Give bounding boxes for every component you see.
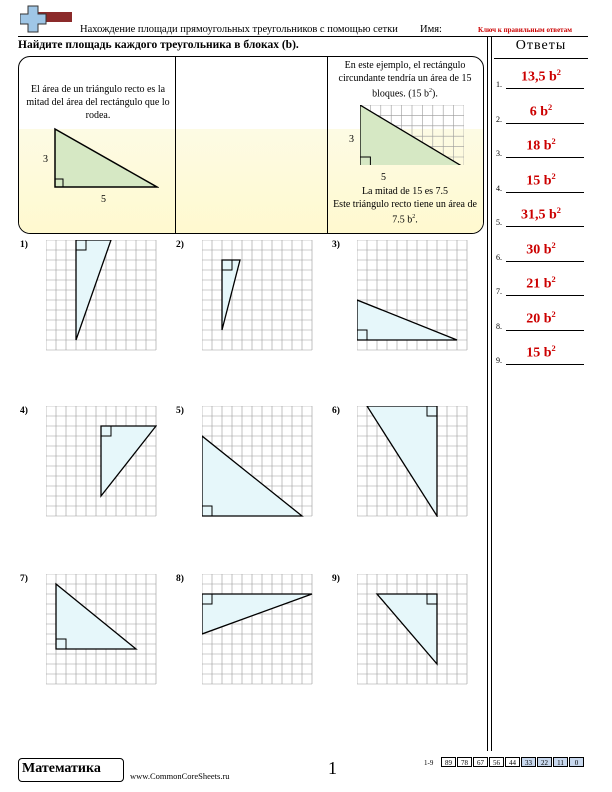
answer-key-label: Ключ к правильным ответам: [478, 26, 572, 34]
example-divider-left: [175, 57, 176, 233]
answer-number: 6.: [496, 252, 502, 262]
triangle: [367, 406, 437, 516]
answer-line: [506, 330, 584, 331]
problem-grid: [46, 406, 157, 517]
page-number: 1: [328, 758, 337, 778]
answer-line: [506, 157, 584, 158]
example-divider-right: [327, 57, 328, 233]
problem-grid: [357, 406, 468, 517]
answer-number: 7.: [496, 287, 502, 296]
problem-number: 6): [332, 406, 340, 416]
answer-number: 1.: [496, 80, 502, 89]
score-cell: 33: [521, 757, 536, 767]
answer-value: 6 $b^2$: [529, 102, 553, 120]
footer-url: www.CommonCoreSheets.ru: [130, 771, 230, 781]
answer-line: [506, 88, 584, 89]
score-range: 1-9: [424, 759, 434, 767]
problem-grid: [202, 406, 313, 517]
answer-value: 18 $b^2$: [526, 137, 556, 154]
problem-number: 7): [20, 574, 28, 584]
score-cell: 56: [489, 757, 504, 767]
example-left-triangle: [39, 127, 159, 207]
footer-brand: Математика: [22, 761, 101, 776]
score-cell: 89: [441, 757, 456, 767]
answer-value: 20 $b^2$: [526, 309, 556, 327]
score-cell: 0: [569, 757, 584, 767]
example-right-text-3: Este triángulo recto tiene un área de 7.5 $b^2$.: [333, 199, 477, 226]
score-cell: 22: [537, 757, 552, 767]
problem-number: 9): [332, 574, 340, 584]
problem-grid: [46, 574, 157, 685]
problem-number: 5): [176, 406, 184, 416]
answers-title: Ответы: [515, 38, 567, 53]
score-cell: 11: [553, 757, 568, 767]
answer-value: 15 $b^2$: [526, 171, 556, 189]
answers-title-underline: [494, 58, 588, 59]
answer-line: [506, 226, 584, 227]
problem-grid: [46, 240, 157, 351]
example-box: [18, 56, 484, 234]
problem-grid: [357, 240, 468, 351]
example-right-base: 5: [381, 172, 386, 183]
instructions: Найдите площадь каждого треугольника в блоках (b).: [18, 39, 299, 51]
name-label: Имя:: [420, 24, 442, 35]
answer-value: 13,5 $b^2$: [521, 68, 561, 85]
answer-line: [506, 123, 584, 124]
problem-number: 2): [176, 240, 184, 250]
worksheet-title: Нахождение площади прямоугольных треугольников с помощью сетки: [80, 24, 398, 35]
problem-number: 1): [20, 240, 28, 250]
problem-grid: [202, 240, 313, 351]
answer-number: 5.: [496, 218, 502, 227]
answer-column-divider-inner: [491, 36, 492, 751]
example-left-text: El área de un triángulo recto es la mitad del área del rectángulo que lo rodea.: [26, 84, 170, 121]
problem-number: 3): [332, 240, 340, 250]
example-left-base: 5: [101, 194, 106, 205]
answer-line: [506, 295, 584, 296]
example-right-text-2: La mitad de 15 es 7.5: [361, 186, 449, 197]
answer-number: 8.: [496, 321, 502, 331]
answer-column-divider: [487, 36, 488, 751]
example-left-height: 3: [43, 154, 48, 165]
score-cell: 67: [473, 757, 488, 767]
logo-icon: [20, 4, 75, 36]
answer-number: 3.: [496, 149, 502, 158]
answer-line: [506, 192, 584, 193]
answer-number: 2.: [496, 114, 502, 124]
example-right-text-1: En este ejemplo, el rectángulo circundante tendría un área de 15 bloques. (15 $b^2$).: [338, 60, 472, 100]
problem-number: 4): [20, 406, 28, 416]
answer-line: [506, 364, 584, 365]
problem-grid: [202, 574, 313, 685]
answer-value: 30 $b^2$: [526, 240, 556, 258]
answer-number: 4.: [496, 183, 502, 193]
problem-grid: [357, 574, 468, 685]
problem-number: 8): [176, 574, 184, 584]
header-divider: [18, 36, 588, 37]
answer-value: 31,5 $b^2$: [521, 206, 561, 223]
example-right-height: 3: [349, 134, 354, 145]
answer-value: 15 $b^2$: [526, 344, 556, 361]
example-right-grid: [360, 105, 464, 165]
answer-value: 21 $b^2$: [526, 275, 556, 292]
score-cell: 44: [505, 757, 520, 767]
answer-number: 9.: [496, 356, 502, 365]
answer-line: [506, 261, 584, 262]
score-cell: 78: [457, 757, 472, 767]
